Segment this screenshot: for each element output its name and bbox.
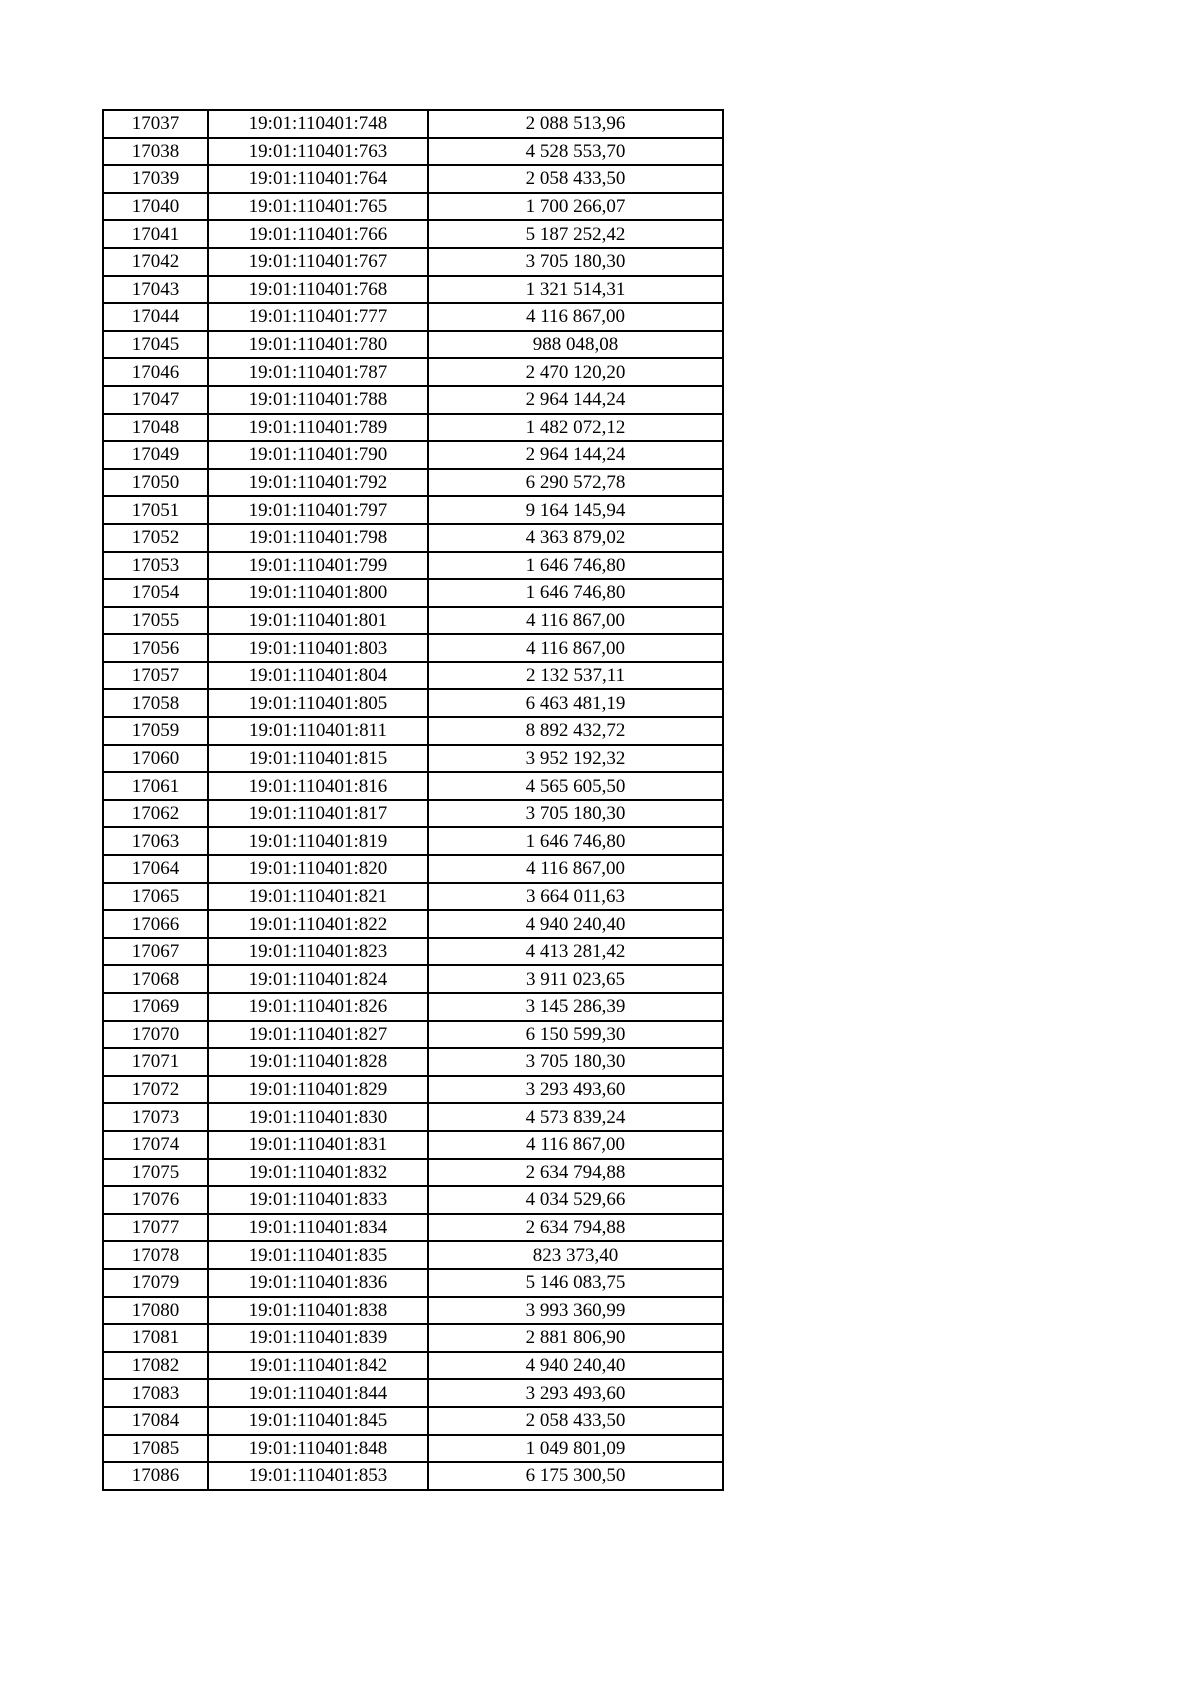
cadastral-number-cell: 19:01:110401:790 <box>208 441 428 469</box>
row-number-cell: 17064 <box>103 855 208 883</box>
table-row <box>103 1435 723 1463</box>
table-row <box>103 441 723 469</box>
row-number-cell: 17053 <box>103 552 208 580</box>
value-cell: 6 290 572,78 <box>428 469 723 497</box>
cadastral-number-cell: 19:01:110401:767 <box>208 248 428 276</box>
value-cell: 5 146 083,75 <box>428 1269 723 1297</box>
value-cell: 2 470 120,20 <box>428 358 723 386</box>
table-row <box>103 524 723 552</box>
row-number-cell: 17080 <box>103 1297 208 1325</box>
row-number-cell: 17045 <box>103 331 208 359</box>
row-number-cell: 17081 <box>103 1324 208 1352</box>
value-cell: 4 940 240,40 <box>428 910 723 938</box>
cadastral-number-cell: 19:01:110401:748 <box>208 110 428 138</box>
row-number-cell: 17079 <box>103 1269 208 1297</box>
value-cell: 2 634 794,88 <box>428 1159 723 1187</box>
table-row <box>103 965 723 993</box>
table-row <box>103 1407 723 1435</box>
cadastral-number-cell: 19:01:110401:839 <box>208 1324 428 1352</box>
cadastral-number-cell: 19:01:110401:833 <box>208 1186 428 1214</box>
value-cell: 3 664 011,63 <box>428 883 723 911</box>
table-row <box>103 745 723 773</box>
row-number-cell: 17084 <box>103 1407 208 1435</box>
cadastral-number-cell: 19:01:110401:836 <box>208 1269 428 1297</box>
value-cell: 4 363 879,02 <box>428 524 723 552</box>
cadastral-number-cell: 19:01:110401:819 <box>208 827 428 855</box>
cadastral-number-cell: 19:01:110401:853 <box>208 1462 428 1490</box>
table-row <box>103 1186 723 1214</box>
table-row <box>103 689 723 717</box>
value-cell: 2 058 433,50 <box>428 1407 723 1435</box>
value-cell: 2 088 513,96 <box>428 110 723 138</box>
table-row <box>103 303 723 331</box>
cadastral-number-cell: 19:01:110401:780 <box>208 331 428 359</box>
value-cell: 3 293 493,60 <box>428 1379 723 1407</box>
value-cell: 1 646 746,80 <box>428 827 723 855</box>
table-row <box>103 1103 723 1131</box>
table-row <box>103 276 723 304</box>
cadastral-number-cell: 19:01:110401:821 <box>208 883 428 911</box>
value-cell: 1 482 072,12 <box>428 414 723 442</box>
row-number-cell: 17047 <box>103 386 208 414</box>
cadastral-number-cell: 19:01:110401:787 <box>208 358 428 386</box>
row-number-cell: 17041 <box>103 220 208 248</box>
cadastral-number-cell: 19:01:110401:834 <box>208 1214 428 1242</box>
row-number-cell: 17077 <box>103 1214 208 1242</box>
value-cell: 4 116 867,00 <box>428 303 723 331</box>
data-table <box>102 109 724 1491</box>
table-row <box>103 827 723 855</box>
value-cell: 1 321 514,31 <box>428 276 723 304</box>
row-number-cell: 17086 <box>103 1462 208 1490</box>
cadastral-number-cell: 19:01:110401:801 <box>208 607 428 635</box>
table-row <box>103 662 723 690</box>
row-number-cell: 17069 <box>103 993 208 1021</box>
value-cell: 1 049 801,09 <box>428 1435 723 1463</box>
cadastral-number-cell: 19:01:110401:789 <box>208 414 428 442</box>
row-number-cell: 17054 <box>103 579 208 607</box>
value-cell: 2 881 806,90 <box>428 1324 723 1352</box>
value-cell: 3 293 493,60 <box>428 1076 723 1104</box>
row-number-cell: 17075 <box>103 1159 208 1187</box>
table-row <box>103 1379 723 1407</box>
row-number-cell: 17060 <box>103 745 208 773</box>
value-cell: 4 034 529,66 <box>428 1186 723 1214</box>
row-number-cell: 17078 <box>103 1241 208 1269</box>
value-cell: 4 528 553,70 <box>428 138 723 166</box>
table-row <box>103 1076 723 1104</box>
row-number-cell: 17050 <box>103 469 208 497</box>
value-cell: 4 413 281,42 <box>428 938 723 966</box>
row-number-cell: 17070 <box>103 1021 208 1049</box>
cadastral-number-cell: 19:01:110401:805 <box>208 689 428 717</box>
value-cell: 6 175 300,50 <box>428 1462 723 1490</box>
cadastral-number-cell: 19:01:110401:816 <box>208 772 428 800</box>
cadastral-number-cell: 19:01:110401:765 <box>208 193 428 221</box>
table-row <box>103 414 723 442</box>
value-cell: 3 911 023,65 <box>428 965 723 993</box>
cadastral-number-cell: 19:01:110401:811 <box>208 717 428 745</box>
value-cell: 3 705 180,30 <box>428 248 723 276</box>
value-cell: 9 164 145,94 <box>428 496 723 524</box>
value-cell: 3 145 286,39 <box>428 993 723 1021</box>
row-number-cell: 17076 <box>103 1186 208 1214</box>
cadastral-number-cell: 19:01:110401:800 <box>208 579 428 607</box>
row-number-cell: 17038 <box>103 138 208 166</box>
value-cell: 2 964 144,24 <box>428 386 723 414</box>
row-number-cell: 17049 <box>103 441 208 469</box>
cadastral-number-cell: 19:01:110401:827 <box>208 1021 428 1049</box>
cadastral-number-cell: 19:01:110401:797 <box>208 496 428 524</box>
table-row <box>103 883 723 911</box>
table-row <box>103 1241 723 1269</box>
row-number-cell: 17037 <box>103 110 208 138</box>
row-number-cell: 17083 <box>103 1379 208 1407</box>
table-row <box>103 1462 723 1490</box>
table-row <box>103 331 723 359</box>
table-row <box>103 1324 723 1352</box>
table-row <box>103 552 723 580</box>
cadastral-number-cell: 19:01:110401:798 <box>208 524 428 552</box>
value-cell: 3 993 360,99 <box>428 1297 723 1325</box>
table-body <box>103 110 723 1490</box>
table-row <box>103 469 723 497</box>
cadastral-number-cell: 19:01:110401:803 <box>208 634 428 662</box>
cadastral-number-cell: 19:01:110401:828 <box>208 1048 428 1076</box>
table-row <box>103 772 723 800</box>
row-number-cell: 17056 <box>103 634 208 662</box>
row-number-cell: 17068 <box>103 965 208 993</box>
table-row <box>103 1048 723 1076</box>
table-row <box>103 717 723 745</box>
cadastral-number-cell: 19:01:110401:845 <box>208 1407 428 1435</box>
table-row <box>103 496 723 524</box>
cadastral-number-cell: 19:01:110401:820 <box>208 855 428 883</box>
table-row <box>103 1131 723 1159</box>
table-row <box>103 800 723 828</box>
value-cell: 8 892 432,72 <box>428 717 723 745</box>
row-number-cell: 17059 <box>103 717 208 745</box>
row-number-cell: 17040 <box>103 193 208 221</box>
value-cell: 988 048,08 <box>428 331 723 359</box>
table-row <box>103 993 723 1021</box>
row-number-cell: 17051 <box>103 496 208 524</box>
cadastral-number-cell: 19:01:110401:829 <box>208 1076 428 1104</box>
table-row <box>103 634 723 662</box>
value-cell: 3 705 180,30 <box>428 1048 723 1076</box>
cadastral-number-cell: 19:01:110401:822 <box>208 910 428 938</box>
cadastral-number-cell: 19:01:110401:842 <box>208 1352 428 1380</box>
table-row <box>103 193 723 221</box>
row-number-cell: 17071 <box>103 1048 208 1076</box>
table-row <box>103 165 723 193</box>
cadastral-number-cell: 19:01:110401:826 <box>208 993 428 1021</box>
row-number-cell: 17048 <box>103 414 208 442</box>
table-row <box>103 1352 723 1380</box>
cadastral-number-cell: 19:01:110401:788 <box>208 386 428 414</box>
table-row <box>103 1269 723 1297</box>
row-number-cell: 17082 <box>103 1352 208 1380</box>
row-number-cell: 17052 <box>103 524 208 552</box>
value-cell: 2 634 794,88 <box>428 1214 723 1242</box>
cadastral-number-cell: 19:01:110401:832 <box>208 1159 428 1187</box>
value-cell: 2 132 537,11 <box>428 662 723 690</box>
row-number-cell: 17073 <box>103 1103 208 1131</box>
value-cell: 823 373,40 <box>428 1241 723 1269</box>
value-cell: 4 116 867,00 <box>428 1131 723 1159</box>
table-row <box>103 1021 723 1049</box>
value-cell: 4 573 839,24 <box>428 1103 723 1131</box>
cadastral-number-cell: 19:01:110401:831 <box>208 1131 428 1159</box>
table-row <box>103 1214 723 1242</box>
value-cell: 5 187 252,42 <box>428 220 723 248</box>
table-row <box>103 607 723 635</box>
table-row <box>103 248 723 276</box>
row-number-cell: 17057 <box>103 662 208 690</box>
table-row <box>103 386 723 414</box>
value-cell: 4 116 867,00 <box>428 634 723 662</box>
row-number-cell: 17039 <box>103 165 208 193</box>
value-cell: 4 116 867,00 <box>428 855 723 883</box>
value-cell: 2 058 433,50 <box>428 165 723 193</box>
table-row <box>103 1159 723 1187</box>
value-cell: 3 952 192,32 <box>428 745 723 773</box>
value-cell: 6 150 599,30 <box>428 1021 723 1049</box>
value-cell: 4 565 605,50 <box>428 772 723 800</box>
cadastral-number-cell: 19:01:110401:844 <box>208 1379 428 1407</box>
table-row <box>103 1297 723 1325</box>
cadastral-number-cell: 19:01:110401:764 <box>208 165 428 193</box>
table-row <box>103 110 723 138</box>
row-number-cell: 17058 <box>103 689 208 717</box>
row-number-cell: 17044 <box>103 303 208 331</box>
row-number-cell: 17043 <box>103 276 208 304</box>
row-number-cell: 17061 <box>103 772 208 800</box>
value-cell: 2 964 144,24 <box>428 441 723 469</box>
cadastral-number-cell: 19:01:110401:815 <box>208 745 428 773</box>
cadastral-number-cell: 19:01:110401:824 <box>208 965 428 993</box>
row-number-cell: 17066 <box>103 910 208 938</box>
cadastral-number-cell: 19:01:110401:792 <box>208 469 428 497</box>
table-row <box>103 220 723 248</box>
cadastral-number-cell: 19:01:110401:777 <box>208 303 428 331</box>
table-row <box>103 910 723 938</box>
value-cell: 4 940 240,40 <box>428 1352 723 1380</box>
table-row <box>103 138 723 166</box>
table-row <box>103 579 723 607</box>
row-number-cell: 17042 <box>103 248 208 276</box>
value-cell: 3 705 180,30 <box>428 800 723 828</box>
row-number-cell: 17063 <box>103 827 208 855</box>
table-row <box>103 938 723 966</box>
row-number-cell: 17055 <box>103 607 208 635</box>
cadastral-number-cell: 19:01:110401:823 <box>208 938 428 966</box>
cadastral-number-cell: 19:01:110401:835 <box>208 1241 428 1269</box>
cadastral-number-cell: 19:01:110401:799 <box>208 552 428 580</box>
cadastral-number-cell: 19:01:110401:848 <box>208 1435 428 1463</box>
cadastral-number-cell: 19:01:110401:763 <box>208 138 428 166</box>
row-number-cell: 17065 <box>103 883 208 911</box>
table-row <box>103 855 723 883</box>
row-number-cell: 17085 <box>103 1435 208 1463</box>
cadastral-number-cell: 19:01:110401:838 <box>208 1297 428 1325</box>
cadastral-number-cell: 19:01:110401:817 <box>208 800 428 828</box>
cadastral-number-cell: 19:01:110401:768 <box>208 276 428 304</box>
row-number-cell: 17067 <box>103 938 208 966</box>
value-cell: 1 646 746,80 <box>428 579 723 607</box>
value-cell: 6 463 481,19 <box>428 689 723 717</box>
row-number-cell: 17072 <box>103 1076 208 1104</box>
table-row <box>103 358 723 386</box>
value-cell: 1 646 746,80 <box>428 552 723 580</box>
row-number-cell: 17074 <box>103 1131 208 1159</box>
row-number-cell: 17046 <box>103 358 208 386</box>
value-cell: 4 116 867,00 <box>428 607 723 635</box>
value-cell: 1 700 266,07 <box>428 193 723 221</box>
cadastral-number-cell: 19:01:110401:830 <box>208 1103 428 1131</box>
cadastral-number-cell: 19:01:110401:804 <box>208 662 428 690</box>
cadastral-number-cell: 19:01:110401:766 <box>208 220 428 248</box>
row-number-cell: 17062 <box>103 800 208 828</box>
